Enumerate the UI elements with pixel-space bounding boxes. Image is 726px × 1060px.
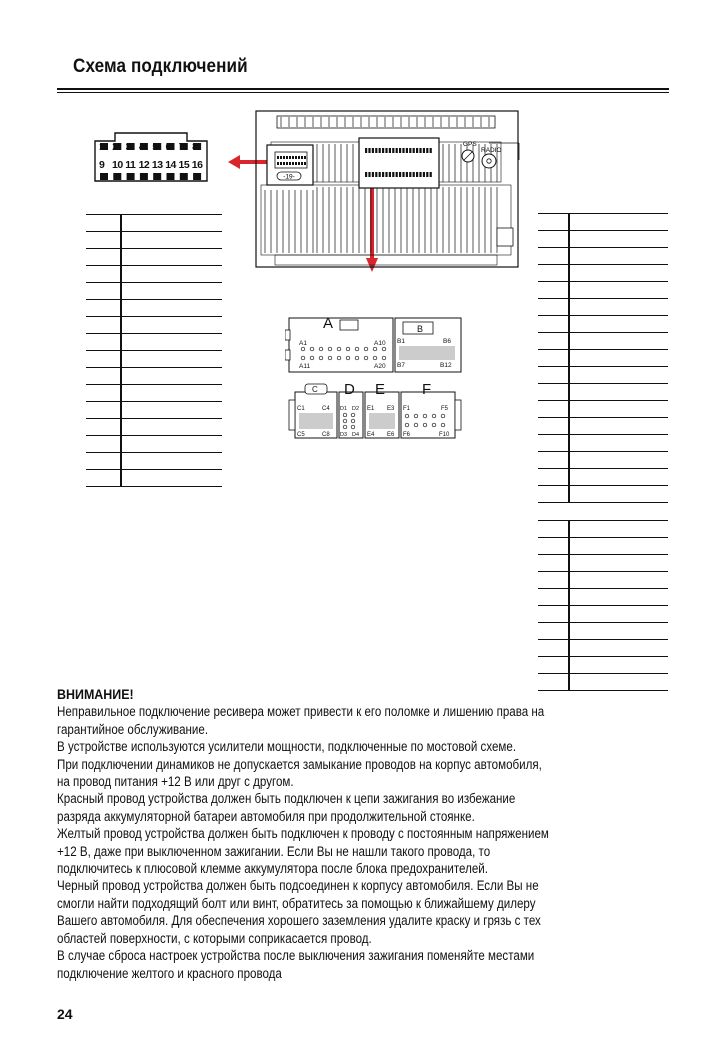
table-row [86, 402, 222, 419]
connector-e-letter: E [375, 381, 386, 398]
warning-line: Вашего автомобиля. Для обеспечения хорошего заземления удалите краску и грязь с тех [57, 913, 541, 929]
warning-line: смогли найти подходящий болт или винт, обратитесь за помощью к ближайшему дилеру [57, 895, 536, 911]
wire-table-left [86, 214, 222, 487]
pin [423, 423, 427, 427]
warning-block [57, 686, 677, 982]
table-row [538, 657, 668, 674]
pin [310, 347, 314, 351]
gps-label: GPS [463, 141, 477, 148]
svg-text:B1: B1 [397, 338, 405, 345]
svg-text:E3: E3 [387, 406, 395, 412]
table-row [538, 555, 668, 572]
pin [423, 414, 427, 418]
table-row [538, 248, 668, 265]
page-number: 24 [57, 1006, 73, 1022]
pin [432, 423, 436, 427]
table-row [538, 589, 668, 606]
table-row [538, 572, 668, 589]
svg-text:E1: E1 [367, 406, 375, 412]
warning-line: гарантийное обслуживание. [57, 721, 209, 737]
pin [432, 414, 436, 418]
warning-line: В устройстве используются усилители мощности, подключенные по мостовой схеме. [57, 739, 517, 755]
table-row [86, 368, 222, 385]
pin-number: 1 [99, 141, 106, 153]
pin [441, 423, 445, 427]
connector-16pin-diagram [93, 131, 209, 183]
table-row [86, 300, 222, 317]
pin [193, 173, 201, 180]
pin [140, 173, 148, 180]
table-row [538, 640, 668, 657]
pin [355, 347, 359, 351]
pin-number: 13 [151, 159, 163, 171]
pin [328, 356, 332, 360]
pin [319, 356, 323, 360]
warning-line: Неправильное подключение ресивера может привести к его поломке и лишению права на [57, 704, 545, 720]
svg-text:D4: D4 [352, 432, 360, 438]
table-row [538, 418, 668, 435]
pin [180, 173, 188, 180]
pin-number: 4 [138, 141, 146, 153]
pin [351, 425, 355, 429]
connectors-abcdef-diagram [285, 312, 465, 446]
table-row [86, 334, 222, 351]
table-row [538, 486, 668, 503]
table-row [538, 214, 668, 231]
pin [301, 347, 305, 351]
title-rule [57, 88, 669, 90]
pin [319, 347, 323, 351]
warning-line: В случае сброса настроек устройства после выключения зажигания поменяйте местами [57, 948, 535, 964]
warning-line: +12 В, даже при выключенном зажигании. Если Вы не нашли такого провода, то [57, 843, 491, 859]
pin [346, 347, 350, 351]
svg-text:B7: B7 [397, 362, 405, 369]
pin [328, 347, 332, 351]
table-row [538, 384, 668, 401]
pin [167, 173, 175, 180]
table-row [86, 266, 222, 283]
pin-number: 8 [192, 141, 199, 153]
svg-text:F5: F5 [441, 406, 449, 412]
pin [405, 414, 409, 418]
table-row [538, 350, 668, 367]
table-row [538, 538, 668, 555]
wire-table-right-top [538, 213, 668, 503]
pin-number: 12 [138, 159, 150, 171]
table-row [538, 521, 668, 538]
svg-text:E4: E4 [367, 432, 375, 438]
svg-text:A20: A20 [374, 363, 386, 370]
warning-line: Красный провод устройства должен быть подключен к цепи зажигания во избежание [57, 791, 516, 807]
table-row [86, 215, 222, 232]
svg-text:A10: A10 [374, 340, 386, 347]
warning-line: подключение желтого и красного провода [57, 965, 282, 981]
pin [301, 356, 305, 360]
table-row [86, 385, 222, 402]
warning-line: областей поверхности, с которыми соприкасается провод. [57, 930, 372, 946]
warning-line: на провод питания +12 В или друг с другом. [57, 774, 294, 790]
pin [343, 425, 347, 429]
pin [337, 347, 341, 351]
pin [337, 356, 341, 360]
pin-number: 15 [178, 159, 190, 171]
pin [373, 347, 377, 351]
pin [441, 414, 445, 418]
pin-number: 16 [191, 159, 203, 171]
table-row [538, 299, 668, 316]
radio-label: RADIO [481, 147, 502, 154]
table-row [86, 249, 222, 266]
pin [364, 347, 368, 351]
svg-text:D3: D3 [340, 432, 348, 438]
svg-text:D2: D2 [352, 406, 360, 412]
pin [113, 173, 121, 180]
page-title: Схема подключений [73, 56, 248, 77]
table-row [538, 333, 668, 350]
svg-text:B12: B12 [440, 362, 452, 369]
pin [346, 356, 350, 360]
pin-number: 2 [112, 141, 119, 153]
warning-line: При подключении динамиков не допускается замыкание проводов на корпус автомобиля, [57, 756, 542, 772]
svg-text:E6: E6 [387, 432, 395, 438]
pin [414, 423, 418, 427]
pin [351, 419, 355, 423]
table-row [538, 231, 668, 248]
connector-a-letter: A [323, 315, 334, 332]
pin [351, 413, 355, 417]
table-row [538, 282, 668, 299]
pin [382, 356, 386, 360]
pin [355, 356, 359, 360]
table-row [538, 316, 668, 333]
head-unit-rear-diagram [255, 110, 525, 270]
svg-text:F10: F10 [439, 432, 450, 438]
table-row [538, 469, 668, 486]
svg-text:C1: C1 [297, 406, 305, 412]
table-row [86, 453, 222, 470]
table-row [538, 623, 668, 640]
table-row [86, 317, 222, 334]
pin [382, 347, 386, 351]
table-row [538, 435, 668, 452]
pin [100, 173, 108, 180]
warning-line: Черный провод устройства должен быть подсоединен к корпусу автомобиля. Если Вы не [57, 878, 539, 894]
table-row [86, 419, 222, 436]
pin [310, 356, 314, 360]
connector-b-letter: B [417, 324, 424, 334]
connector-c-letter: C [312, 385, 318, 394]
table-row [86, 232, 222, 249]
warning-heading: ВНИМАНИЕ! [57, 687, 134, 702]
svg-text:C4: C4 [322, 406, 330, 412]
svg-text:F6: F6 [403, 432, 411, 438]
table-row [538, 265, 668, 282]
svg-text:D1: D1 [340, 406, 348, 412]
warning-line: Желтый провод устройства должен быть подключен к проводу с постоянным напряжением [57, 826, 549, 842]
pin-number: 6 [165, 141, 172, 153]
pin [364, 356, 368, 360]
connector-f-letter: F [422, 381, 432, 398]
svg-text:B6: B6 [443, 338, 451, 345]
table-row [538, 606, 668, 623]
svg-text:C5: C5 [297, 432, 305, 438]
pin-number: 11 [125, 159, 136, 171]
table-row [538, 401, 668, 418]
pin-number: 10 [112, 159, 123, 171]
wire-table-right-bottom [538, 520, 668, 691]
warning-line: разряда аккумуляторной батареи автомобиля при продолжительной стоянке. [57, 808, 475, 824]
pin [153, 173, 161, 180]
table-row [86, 436, 222, 453]
pin [414, 414, 418, 418]
pin-number: 14 [165, 159, 176, 171]
pin [405, 423, 409, 427]
table-row [86, 283, 222, 300]
svg-text:A1: A1 [299, 340, 307, 347]
table-row [538, 367, 668, 384]
pin-number: 9 [99, 159, 105, 171]
pin [343, 419, 347, 423]
pin-number: 3 [125, 141, 132, 153]
table-row [538, 452, 668, 469]
port-label: -19- [283, 173, 295, 181]
svg-text:A11: A11 [299, 363, 311, 370]
table-row [86, 351, 222, 368]
svg-text:F1: F1 [403, 406, 411, 412]
title-rule-thin [57, 92, 669, 93]
pin [373, 356, 377, 360]
warning-line: подключитесь к плюсовой клемме аккумулятора после блока предохранителей. [57, 861, 488, 877]
connector-d-letter: D [344, 381, 355, 398]
pin [127, 173, 135, 180]
pin-number: 5 [152, 141, 159, 153]
pin [343, 413, 347, 417]
svg-text:C8: C8 [322, 432, 330, 438]
pin-number: 7 [178, 141, 186, 153]
table-row [86, 470, 222, 487]
